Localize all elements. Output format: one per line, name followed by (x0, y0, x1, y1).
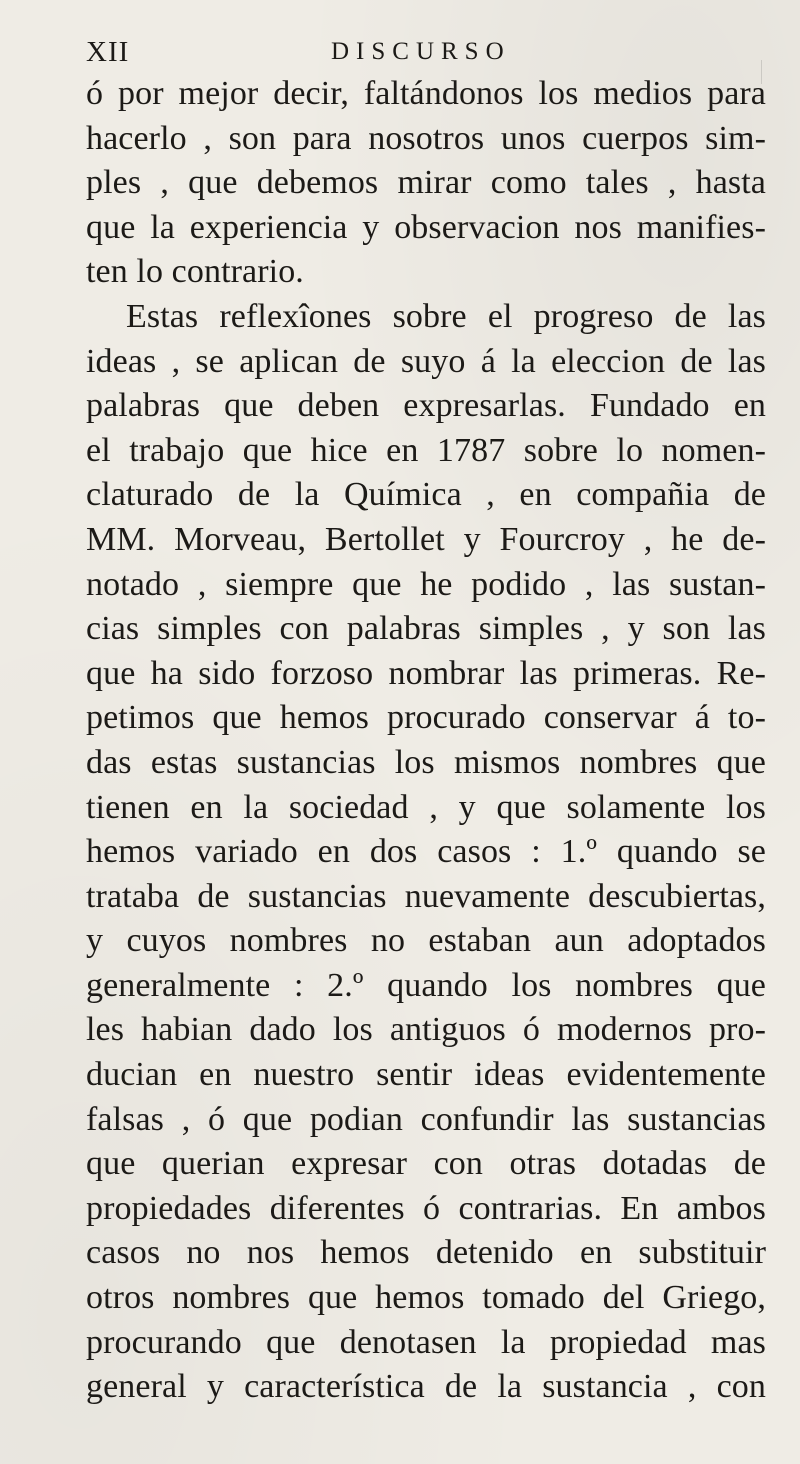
running-head (86, 36, 766, 76)
text-line: MM. Morveau, Bertollet y Fourcroy , he de- (86, 520, 766, 558)
text-line: generalmente : 2.º quando los nombres que (86, 966, 766, 1004)
page-edge-mark (761, 60, 782, 84)
text-line: ples , que debemos mirar como tales , hasta (86, 164, 766, 202)
text-line: claturado de la Química , en compañia de (86, 476, 766, 514)
text-line: hacerlo , son para nosotros unos cuerpos sim- (86, 119, 766, 157)
text-line: ideas , se aplican de suyo á la eleccion de las (86, 342, 766, 380)
text-line: y cuyos nombres no estaban aun adoptados (86, 922, 766, 960)
text-line: procurando que denotasen la propiedad mas (86, 1323, 766, 1361)
text-line: tienen en la sociedad , y que solamente los (86, 788, 766, 826)
text-line: notado , siempre que he podido , las sustan- (86, 565, 766, 603)
text-line: que ha sido forzoso nombrar las primeras. Re- (86, 654, 766, 692)
text-line: palabras que deben expresarlas. Fundado en (86, 387, 766, 425)
text-line: que querian expresar con otras dotadas de (86, 1145, 766, 1183)
text-line: hemos variado en dos casos : 1.º quando se (86, 833, 766, 871)
body-text (86, 72, 766, 1410)
text-line: el trabajo que hice en 1787 sobre lo nomen- (86, 431, 766, 469)
text-line: les habian dado los antiguos ó modernos pro- (86, 1011, 766, 1049)
text-line: que la experiencia y observacion nos manifies- (86, 208, 766, 246)
text-line: propiedades diferentes ó contrarias. En ambos (86, 1189, 766, 1227)
text-line: cias simples con palabras simples , y son las (86, 610, 766, 648)
text-line: Estas reflexîones sobre el progreso de las (126, 297, 766, 335)
page-number: XII (86, 36, 130, 68)
text-line: ten lo contrario. (86, 253, 304, 291)
text-line: general y característica de la sustancia , con (86, 1368, 766, 1406)
text-line: ducian en nuestro sentir ideas evidentemente (86, 1056, 766, 1094)
text-line: otros nombres que hemos tomado del Griego, (86, 1279, 766, 1317)
text-line: falsas , ó que podian confundir las sustancias (86, 1100, 766, 1138)
text-line: das estas sustancias los mismos nombres que (86, 743, 766, 781)
text-line: trataba de sustancias nuevamente descubiertas, (86, 877, 766, 915)
text-line: ó por mejor decir, faltándonos los medios para (86, 75, 766, 112)
text-line: casos no nos hemos detenido en substituir (86, 1234, 766, 1272)
text-line: petimos que hemos procurado conservar á to- (86, 699, 766, 737)
section-title: DISCURSO (331, 38, 511, 65)
